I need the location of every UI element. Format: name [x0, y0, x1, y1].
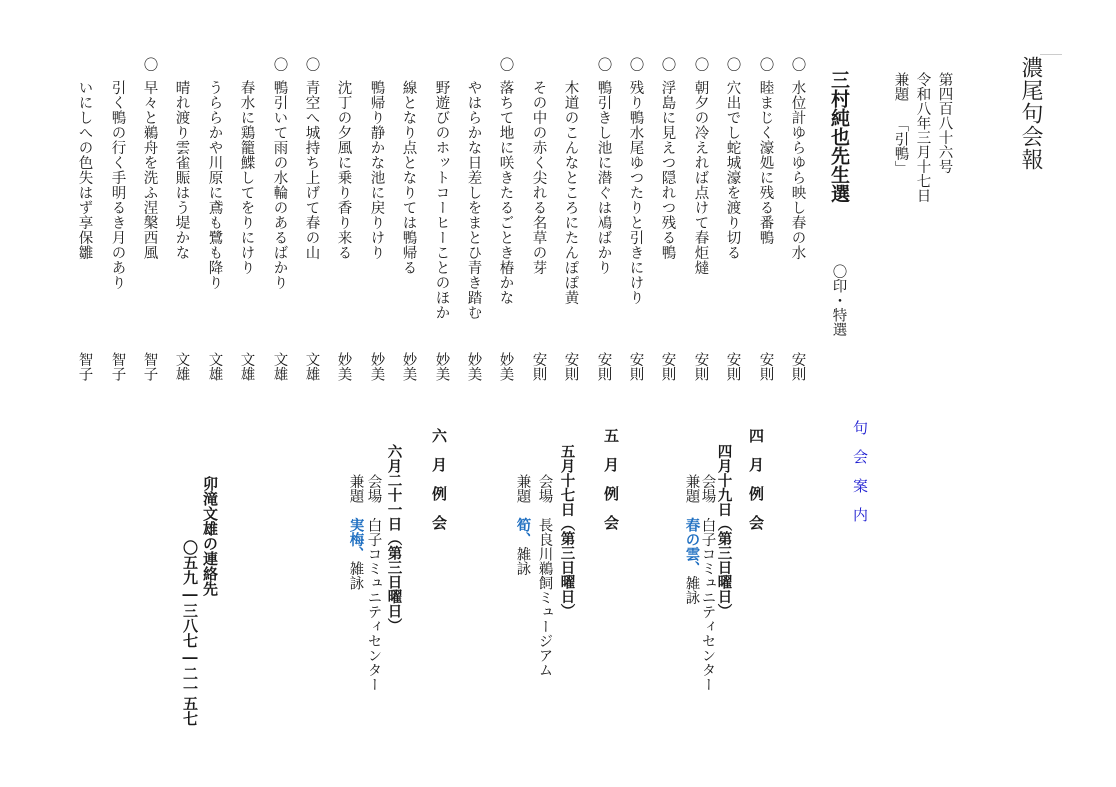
issue-date: 令和八年三月十七日	[914, 72, 931, 203]
contact-label: 卯滝文雄の連絡先	[201, 476, 219, 596]
meeting-april-venue: 会場 白子コミュニティセンター	[699, 474, 716, 692]
haiku-author: 安則	[659, 352, 676, 381]
contact-phone: 〇五九―三八七―二一五七	[181, 540, 199, 726]
meeting-june-venue: 会場 白子コミュニティセンター	[365, 474, 382, 692]
haiku-author: 智子	[76, 352, 93, 381]
meeting-april-theme: 兼題 春の雲、雑詠	[683, 474, 701, 605]
haiku-author: 智子	[109, 352, 126, 381]
haiku-text: 睦まじく濠処に残る番鴨	[757, 80, 774, 245]
selected-mark: 〇	[141, 57, 158, 72]
haiku-author: 妙美	[400, 352, 417, 381]
meeting-may-month: 五月例会	[602, 428, 620, 544]
selection-heading: 三村純也先生選	[828, 70, 850, 203]
haiku-author: 安則	[692, 352, 709, 381]
haiku-author: 妙美	[497, 352, 514, 381]
selected-mark: 〇	[271, 57, 288, 72]
haiku-author: 文雄	[271, 352, 288, 381]
selected-mark: 〇	[659, 57, 676, 72]
haiku-author: 妙美	[368, 352, 385, 381]
haiku-author: 文雄	[173, 352, 190, 381]
meeting-june-theme: 兼題 実梅、雑詠	[347, 474, 365, 590]
haiku-author: 智子	[141, 352, 158, 381]
meeting-may-theme: 兼題 筍、雑詠	[514, 474, 532, 576]
selected-mark: 〇	[724, 57, 741, 72]
meeting-june-date: 六月二十一日（第三日曜日）	[385, 444, 403, 633]
meeting-may-venue: 会場 長良川鵜飼ミュージアム	[536, 474, 553, 677]
newsletter-title: 濃尾句会報	[1018, 56, 1043, 171]
issue-number: 第四百八十六号	[936, 72, 953, 174]
haiku-author: 安則	[627, 352, 644, 381]
selected-mark: 〇	[497, 57, 514, 72]
haiku-author: 文雄	[303, 352, 320, 381]
haiku-text: いにしへの色失はず享保雛	[76, 80, 93, 260]
haiku-author: 安則	[757, 352, 774, 381]
haiku-text: 線となり点となりては鴨帰る	[400, 80, 417, 275]
selected-mark: 〇	[692, 57, 709, 72]
haiku-text: 木道のこんなところにたんぽぽ黄	[562, 80, 579, 305]
haiku-text: やはらかな日差しをまとひ青き踏む	[465, 80, 482, 320]
haiku-author: 安則	[789, 352, 806, 381]
haiku-text: 浮島に見えつ隠れつ残る鴨	[659, 80, 676, 260]
haiku-author: 安則	[595, 352, 612, 381]
haiku-text: 引く鴨の行く手明るき月のあり	[109, 80, 126, 290]
selected-mark: 〇	[595, 57, 612, 72]
haiku-text: 水位計ゆらゆら映し春の水	[789, 80, 806, 260]
haiku-text: 朝夕の冷えれば点けて春炬燵	[692, 80, 709, 275]
meeting-may-date: 五月十七日（第三日曜日）	[558, 444, 576, 618]
haiku-author: 妙美	[465, 352, 482, 381]
haiku-text: その中の赤く尖れる名草の芽	[530, 80, 547, 275]
selected-mark: 〇	[303, 57, 320, 72]
haiku-author: 妙美	[433, 352, 450, 381]
haiku-text: 鴨引いて雨の水輪のあるばかり	[271, 80, 288, 290]
selected-mark: 〇	[757, 57, 774, 72]
haiku-text: 沈丁の夕風に乗り香り来る	[335, 80, 352, 260]
haiku-author: 文雄	[238, 352, 255, 381]
haiku-text: 穴出でし蛇城濠を渡り切る	[724, 80, 741, 260]
haiku-text: 早々と鵜舟を洗ふ涅槃西風	[141, 80, 158, 260]
meeting-june-theme-highlight: 実梅、	[347, 517, 365, 561]
title-rule	[1040, 54, 1062, 55]
haiku-text: 春水に鶏籠鰈してをりにけり	[238, 80, 255, 275]
meeting-may-theme-highlight: 筍、	[514, 517, 532, 547]
haiku-text: 鴨帰り静かな池に戻りけり	[368, 80, 385, 260]
haiku-text: 青空へ城持ち上げて春の山	[303, 80, 320, 260]
haiku-author: 安則	[530, 352, 547, 381]
meeting-april-month: 四月例会	[747, 428, 765, 544]
issue-theme: 兼題 「引鴨」	[892, 72, 909, 175]
haiku-author: 安則	[562, 352, 579, 381]
meeting-april-theme-highlight: 春の雲、	[683, 517, 701, 576]
selection-note: 〇印・特選	[830, 264, 847, 337]
selected-mark: 〇	[789, 57, 806, 72]
haiku-text: 残り鴨水尾ゆつたりと引きにけり	[627, 80, 644, 305]
meeting-june-month: 六月例会	[430, 428, 448, 544]
selected-mark: 〇	[627, 57, 644, 72]
haiku-text: うららかや川原に鳶も鷺も降り	[206, 80, 223, 290]
haiku-text: 野遊びのホットコーヒーことのほか	[433, 80, 450, 320]
haiku-author: 妙美	[335, 352, 352, 381]
haiku-text: 晴れ渡り雲雀賑はう堤かな	[173, 80, 190, 260]
haiku-author: 安則	[724, 352, 741, 381]
haiku-text: 落ちて地に咲きたるごとき椿かな	[497, 80, 514, 305]
haiku-text: 鴨引きし池に潜ぐは鳰ばかり	[595, 80, 612, 275]
announcement-heading: 句会案内	[851, 420, 869, 536]
haiku-author: 文雄	[206, 352, 223, 381]
meeting-april-date: 四月十九日（第三日曜日）	[715, 444, 733, 618]
